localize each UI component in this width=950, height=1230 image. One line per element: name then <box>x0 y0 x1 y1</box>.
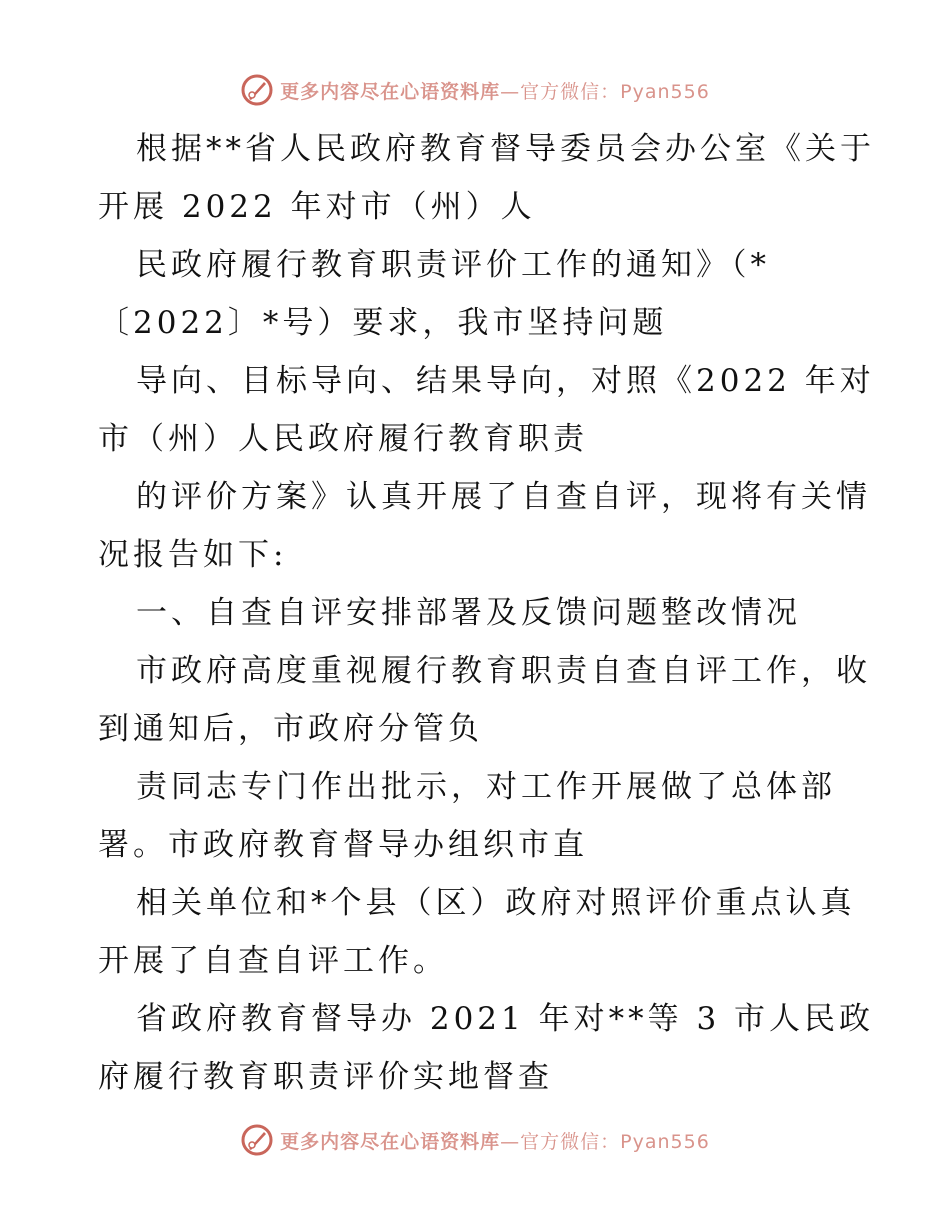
watermark-rest: 官方微信：Pyan556 <box>520 1130 710 1153</box>
text-line: 〔2022〕*号）要求，我市坚持问题 <box>98 305 668 341</box>
text-line: 市政府高度重视履行教育职责自查自评工作，收 <box>136 653 871 689</box>
text-line: 省政府教育督导办 2021 年对**等 3 市人民政 <box>136 1001 875 1037</box>
header-watermark <box>0 70 950 110</box>
watermark-dash: — <box>500 80 521 103</box>
footer-watermark <box>0 1120 950 1160</box>
text-line: 民政府履行教育职责评价工作的通知》（* <box>136 247 770 283</box>
section-heading: 一、自查自评安排部署及反馈问题整改情况 <box>136 595 801 631</box>
text-line: 市（州）人民政府履行教育职责 <box>98 421 588 457</box>
document-body <box>98 120 875 1106</box>
text-line: 署。市政府教育督导办组织市直 <box>98 827 588 863</box>
watermark-dash: — <box>500 1130 521 1153</box>
text-line: 根据**省人民政府教育督导委员会办公室《关于 <box>136 131 875 167</box>
watermark-text <box>280 1127 710 1154</box>
text-line: 相关单位和*个县（区）政府对照评价重点认真 <box>136 885 856 921</box>
text-line: 况报告如下: <box>98 537 288 573</box>
quill-logo-icon <box>240 1123 274 1157</box>
watermark-rest: 官方微信：Pyan556 <box>520 80 710 103</box>
text-line: 的评价方案》认真开展了自查自评，现将有关情 <box>136 479 871 515</box>
text-line: 到通知后，市政府分管负 <box>98 711 483 747</box>
watermark-text <box>280 77 710 104</box>
text-line: 府履行教育职责评价实地督查 <box>98 1059 553 1095</box>
text-line: 导向、目标导向、结果导向，对照《2022 年对 <box>136 363 875 399</box>
text-line: 责同志专门作出批示，对工作开展做了总体部 <box>136 769 836 805</box>
watermark-brand: 更多内容尽在心语资料库 <box>280 1130 501 1153</box>
text-line: 开展 2022 年对市（州）人 <box>98 189 536 225</box>
text-line: 开展了自查自评工作。 <box>98 943 448 979</box>
watermark-brand: 更多内容尽在心语资料库 <box>280 80 501 103</box>
quill-logo-icon <box>240 73 274 107</box>
